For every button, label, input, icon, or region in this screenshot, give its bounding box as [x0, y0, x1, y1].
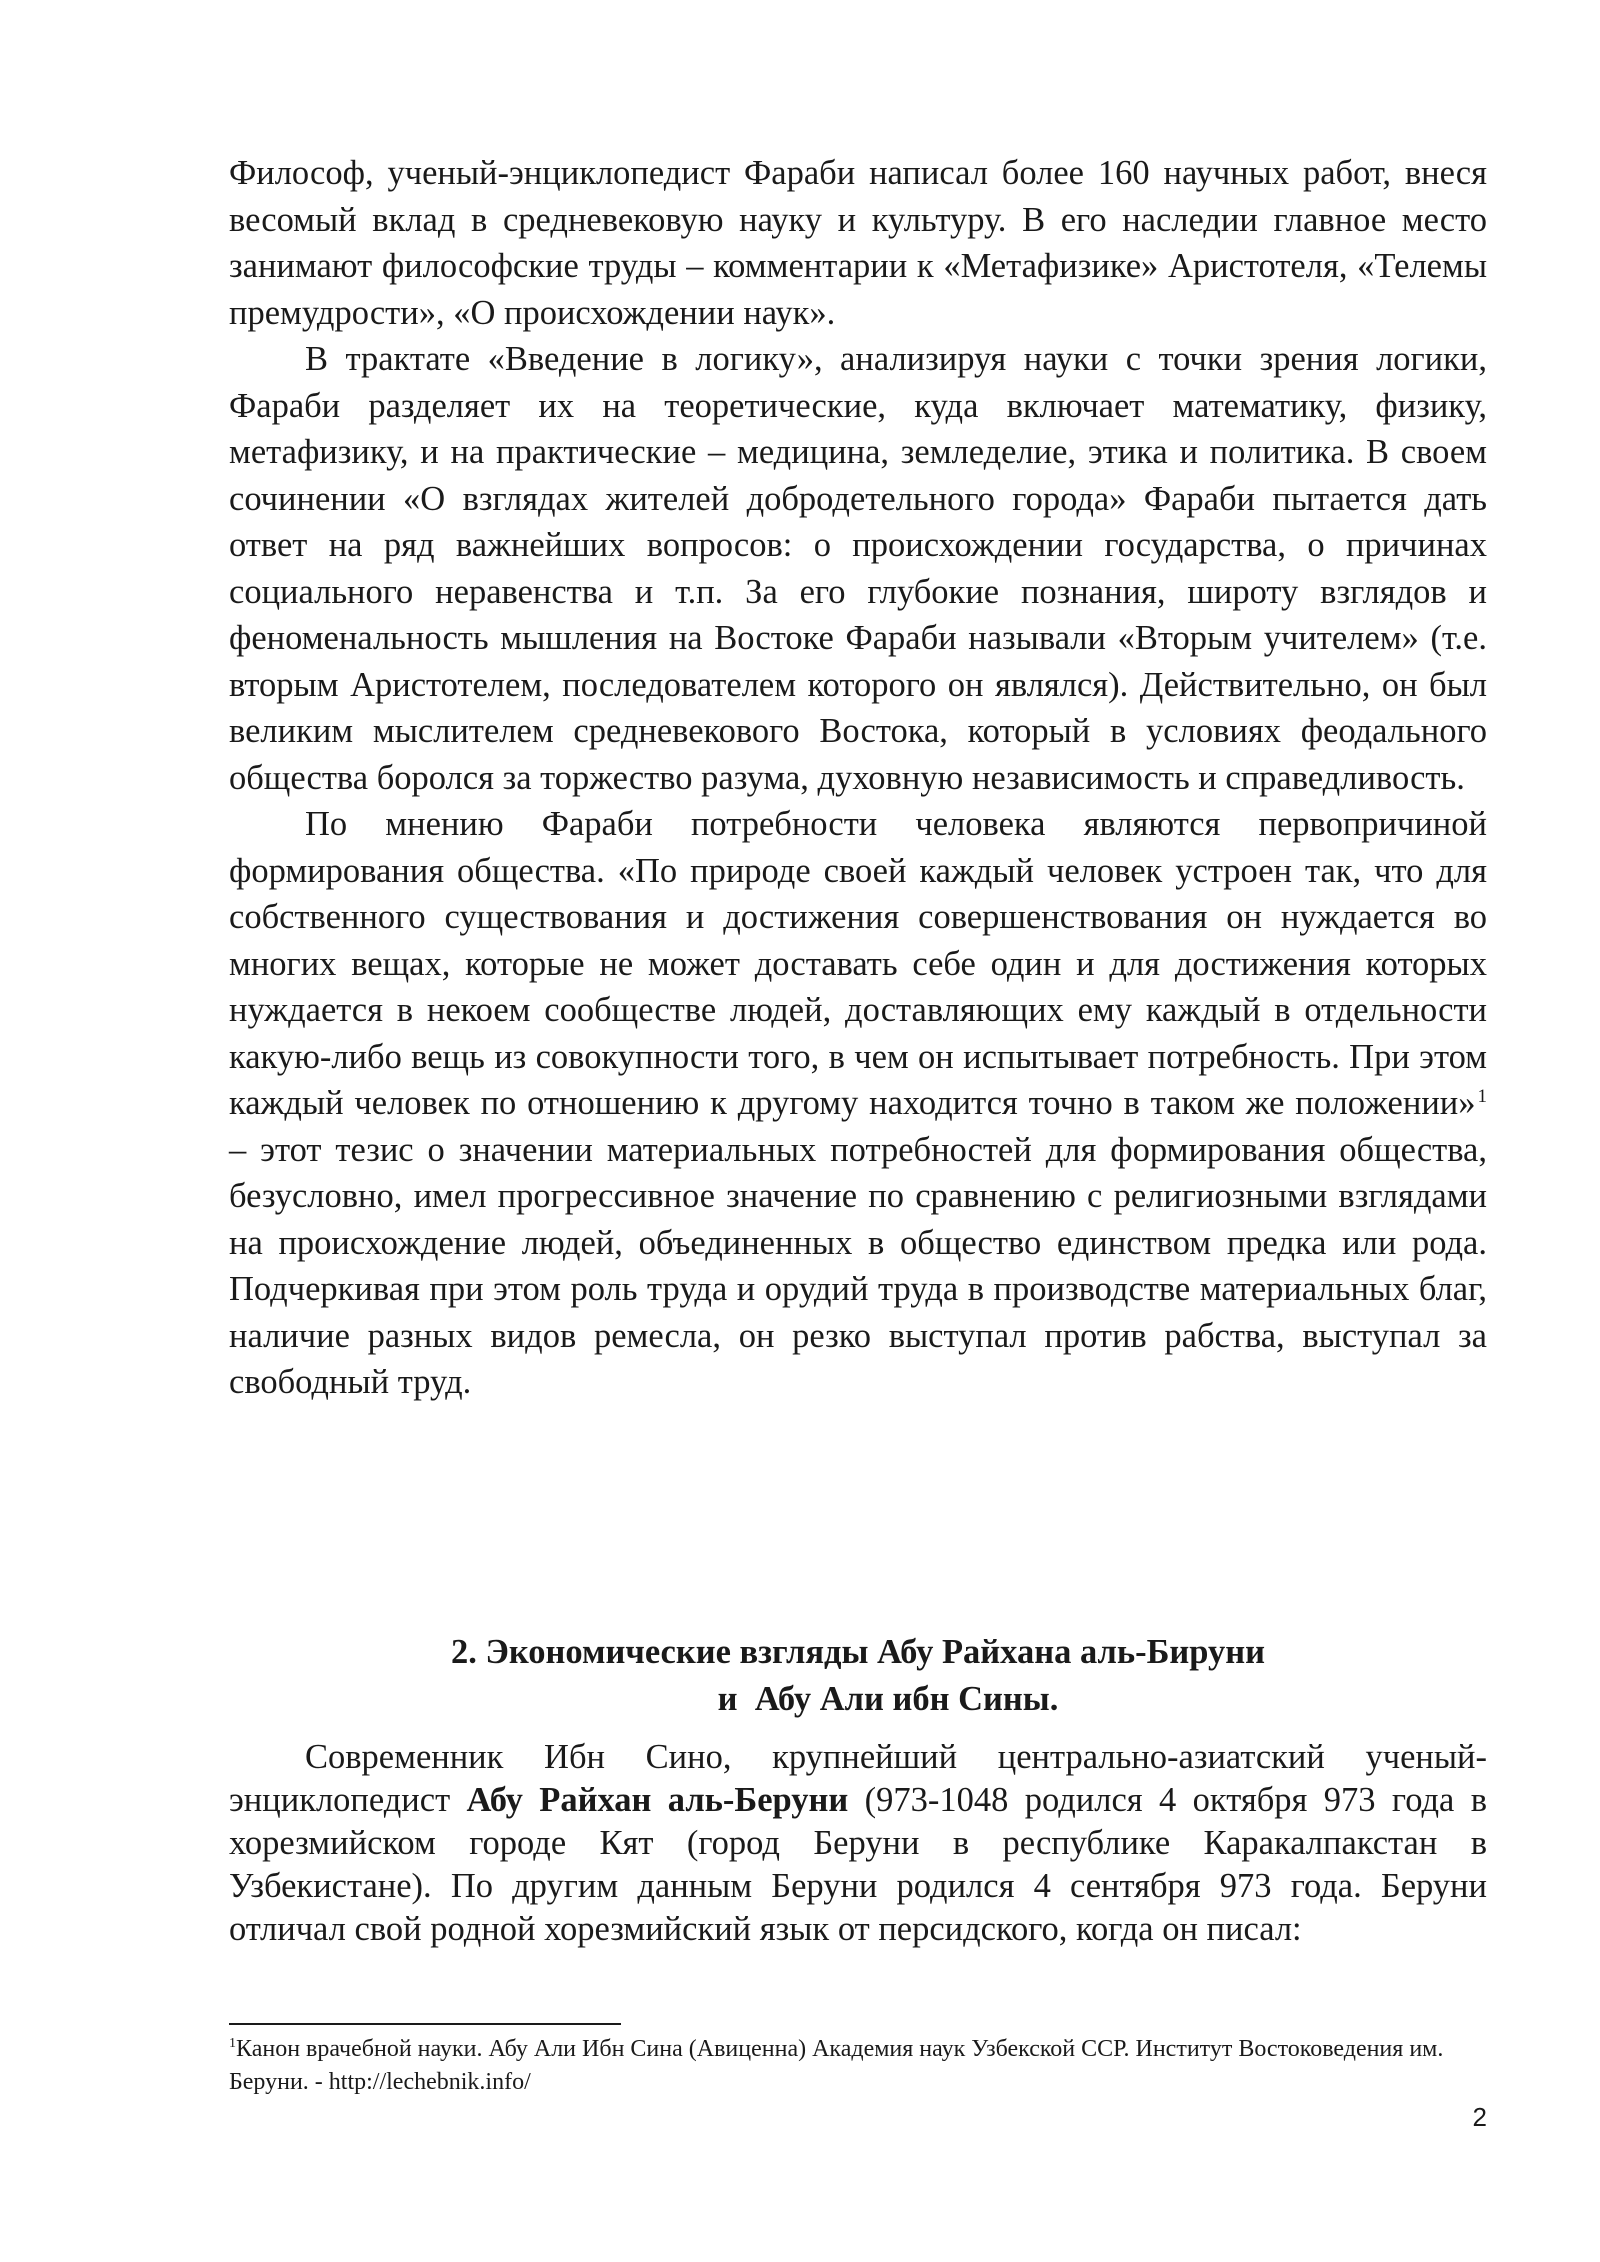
footnote-reference[interactable]: 1 — [1477, 1085, 1487, 1107]
section-heading-line-2: и Абу Али ибн Сины. — [717, 1679, 1059, 1718]
section-text — [229, 1736, 1487, 1951]
paragraph-3-text-before: По мнению Фараби потребности человека являются первопричиной формирования общества. «По природе своей каждый человек устроен так, что для собственного существования и достижения совершенствования он нуждается во многих вещах, которые не может доставать себе один и для достижения которых нуждается в некоем сообществе людей, доставляющих ему каждый в отдельности какую-либо вещь из совокупности того, в чем он испытывает потребность. При этом каждый человек по отношению к другому находится точно в таком же положении» — [229, 805, 1487, 1122]
section-heading-line-1: 2. Экономические взгляды Абу Райхана аль-Бируни — [450, 1633, 1266, 1671]
footnote — [229, 2033, 1487, 2099]
paragraph-2 — [229, 336, 1487, 801]
paragraph-1 — [229, 150, 1487, 336]
paragraph-2-text: В трактате «Введение в логику», анализируя науки с точки зрения логики, Фараби разделяет их на теоретические, куда включает математику, физику, метафизику, и на практические – медицина, земледелие, этика и политика. В своем сочинении «О взглядах жителей добродетельного города» Фараби пытается дать ответ на ряд важнейших вопросов: о происхождении государства, о причинах социального неравенства и т.п. За его глубокие познания, широту взглядов и феноменальность мышления на Востоке Фараби называли «Вторым учителем» (т.е. вторым Аристотелем, последователем которого он являлся). Действительно, он был великим мыслителем средневекового Востока, который в условиях феодального общества боролся за торжество разума, духовную независимость и справедливость. — [229, 340, 1487, 797]
paragraph-3 — [229, 801, 1487, 1406]
paragraph-1-text: Философ, ученый-энциклопедист Фараби написал более 160 научных работ, внеся весомый вклад в средневековую науку и культуру. В его наследии главное место занимают философские труды – комментарии к «Метафизике» Аристотеля, «Телемы премудрости», «О происхождении наук». — [229, 154, 1487, 332]
paragraph-3-text-after: – этот тезис о значении материальных потребностей для формирования общества, безусловно, имел прогрессивное значение по сравнению с религиозными взглядами на происхождение людей, объединенных в общество единством предка или рода. Подчеркивая при этом роль труда и орудий труда в производстве материальных благ, наличие разных видов ремесла, он резко выступал против рабства, выступал за свободный труд. — [229, 1130, 1487, 1401]
section-paragraph-text-after: (973-1048 родился 4 октября 973 года в хорезмийском городе Кят (город Беруни в республике Каракалпакстан в Узбекистане). По другим данным Беруни родился 4 сентября 973 года. Беруни отличал свой родной хорезмийский язык от персидского, когда он писал: — [229, 1781, 1487, 1948]
footnote-text: Канон врачебной науки. Абу Али Ибн Сина (Авиценна) Академия наук Узбекской ССР. Институт Востоковедения им. Беруни. - http://lechebnik.info/ — [229, 2036, 1444, 2095]
section-heading — [229, 1629, 1487, 1722]
page-number: 2 — [1472, 2102, 1487, 2132]
section-paragraph-bold-name: Абу Райхан аль-Беруни — [466, 1781, 849, 1819]
main-text — [229, 150, 1487, 1406]
section-paragraph — [229, 1736, 1487, 1951]
footnote-number: 1 — [229, 2036, 236, 2051]
section-paragraph-text-before: Современник Ибн Сино, крупнейший центрально-азиатский ученый-энциклопедист — [229, 1738, 1487, 1819]
footnote-separator — [229, 2023, 621, 2025]
